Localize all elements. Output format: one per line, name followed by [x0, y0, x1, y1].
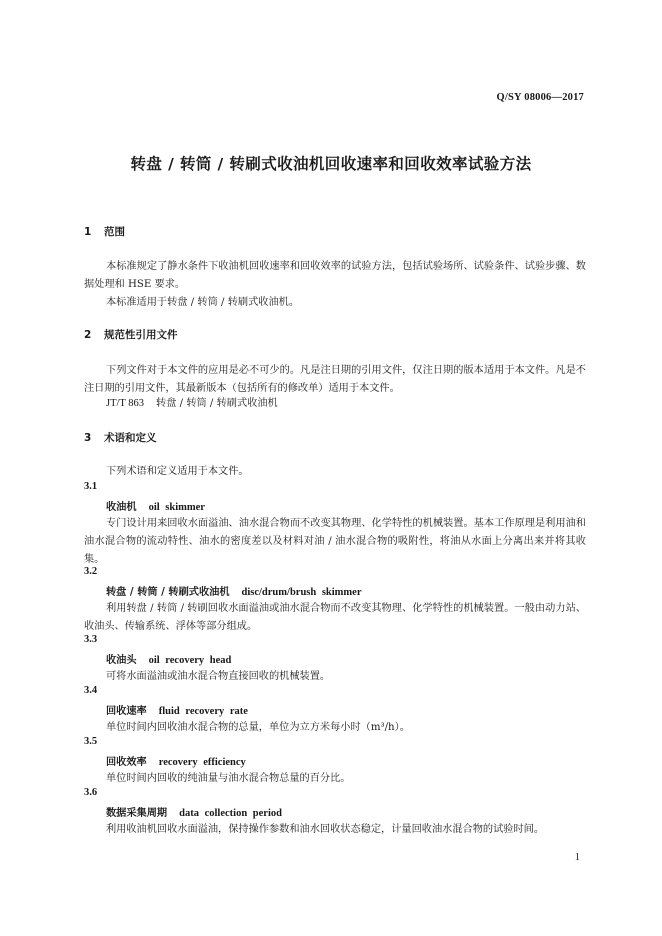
section-number: 1	[84, 226, 92, 238]
term-english: data collection period	[179, 808, 282, 819]
section-3-intro: 下列术语和定义适用于本文件。	[106, 466, 249, 477]
term-definition: 利用收油机回收水面溢油，保持操作参数和油水回收状态稳定，计量回收油水混合物的试验时间。	[106, 824, 545, 835]
section-3-heading	[84, 430, 157, 445]
term-number: 3.4	[84, 685, 98, 696]
reference-title: 转盘 / 转筒 / 转刷式收油机	[156, 398, 278, 409]
reference-entry	[106, 395, 278, 413]
term-english: fluid recovery rate	[158, 706, 248, 717]
section-title: 范围	[104, 226, 125, 238]
section-title: 规范性引用文件	[104, 329, 178, 341]
section-number: 2	[84, 329, 92, 341]
section-1-paragraph-2: 本标准适用于转盘 / 转筒 / 转刷式收油机。	[106, 297, 300, 308]
section-1-heading	[84, 224, 125, 239]
term-english: oil skimmer	[148, 502, 205, 513]
term-english: recovery efficiency	[158, 757, 246, 768]
term-chinese: 收油机	[106, 502, 137, 513]
term-number: 3.5	[84, 736, 98, 747]
term-number: 3.6	[84, 787, 98, 798]
term-chinese: 回收速率	[106, 706, 147, 717]
term-heading	[106, 753, 246, 768]
reference-code: JT/T 863	[106, 398, 145, 409]
term-heading	[106, 498, 205, 513]
term-heading	[106, 651, 231, 666]
page-number: 1	[574, 852, 580, 863]
term-heading	[106, 583, 362, 598]
term-chinese: 收油头	[106, 655, 137, 666]
term-chinese: 回收效率	[106, 757, 147, 768]
term-english: disc/drum/brush skimmer	[241, 587, 362, 598]
section-title: 术语和定义	[104, 432, 157, 444]
term-english: oil recovery head	[148, 655, 232, 666]
section-number: 3	[84, 432, 92, 444]
term-chinese: 转盘 / 转筒 / 转刷式收油机	[106, 587, 230, 598]
term-definition: 利用转盘 / 转筒 / 转刷回收水面溢油或油水混合物而不改变其物理、化学特性的机械装置。一般由动力站、收油头、传输系统、浮体等部分组成。	[84, 603, 586, 632]
section-2-paragraph-1: 下列文件对于本文件的应用是必不可少的。凡是注日期的引用文件，仅注日期的版本适用于本文件。凡是不注日期的引用文件，其最新版本（包括所有的修改单）适用于本文件。	[84, 365, 586, 394]
term-definition: 可将水面溢油或油水混合物直接回收的机械装置。	[106, 671, 331, 682]
section-1-paragraph-1: 本标准规定了静水条件下收油机回收速率和回收效率的试验方法，包括试验场所、试验条件、试验步骤、数据处理和 HSE 要求。	[84, 261, 586, 290]
term-heading	[106, 804, 282, 819]
term-number: 3.2	[84, 566, 98, 577]
term-definition: 单位时间内回收的纯油量与油水混合物总量的百分比。	[106, 773, 351, 784]
document-title: 转盘 / 转筒 / 转刷式收油机回收速率和回收效率试验方法	[130, 155, 532, 173]
term-number: 3.3	[84, 634, 98, 645]
term-definition: 专门设计用来回收水面溢油、油水混合物而不改变其物理、化学特性的机械装置。基本工作原理是利用油和油水混合物的流动特性、油水的密度差以及材料对油 / 油水混合物的吸附性，将油从水面上分离出来并将其收集。	[84, 518, 586, 565]
term-chinese: 数据采集周期	[106, 808, 168, 819]
term-number: 3.1	[84, 481, 98, 492]
term-definition: 单位时间内回收油水混合物的总量，单位为立方米每小时（m³/h）。	[106, 722, 410, 733]
standard-code: Q/SY 08006—2017	[496, 92, 584, 103]
section-2-heading	[84, 327, 178, 342]
term-heading	[106, 702, 248, 717]
